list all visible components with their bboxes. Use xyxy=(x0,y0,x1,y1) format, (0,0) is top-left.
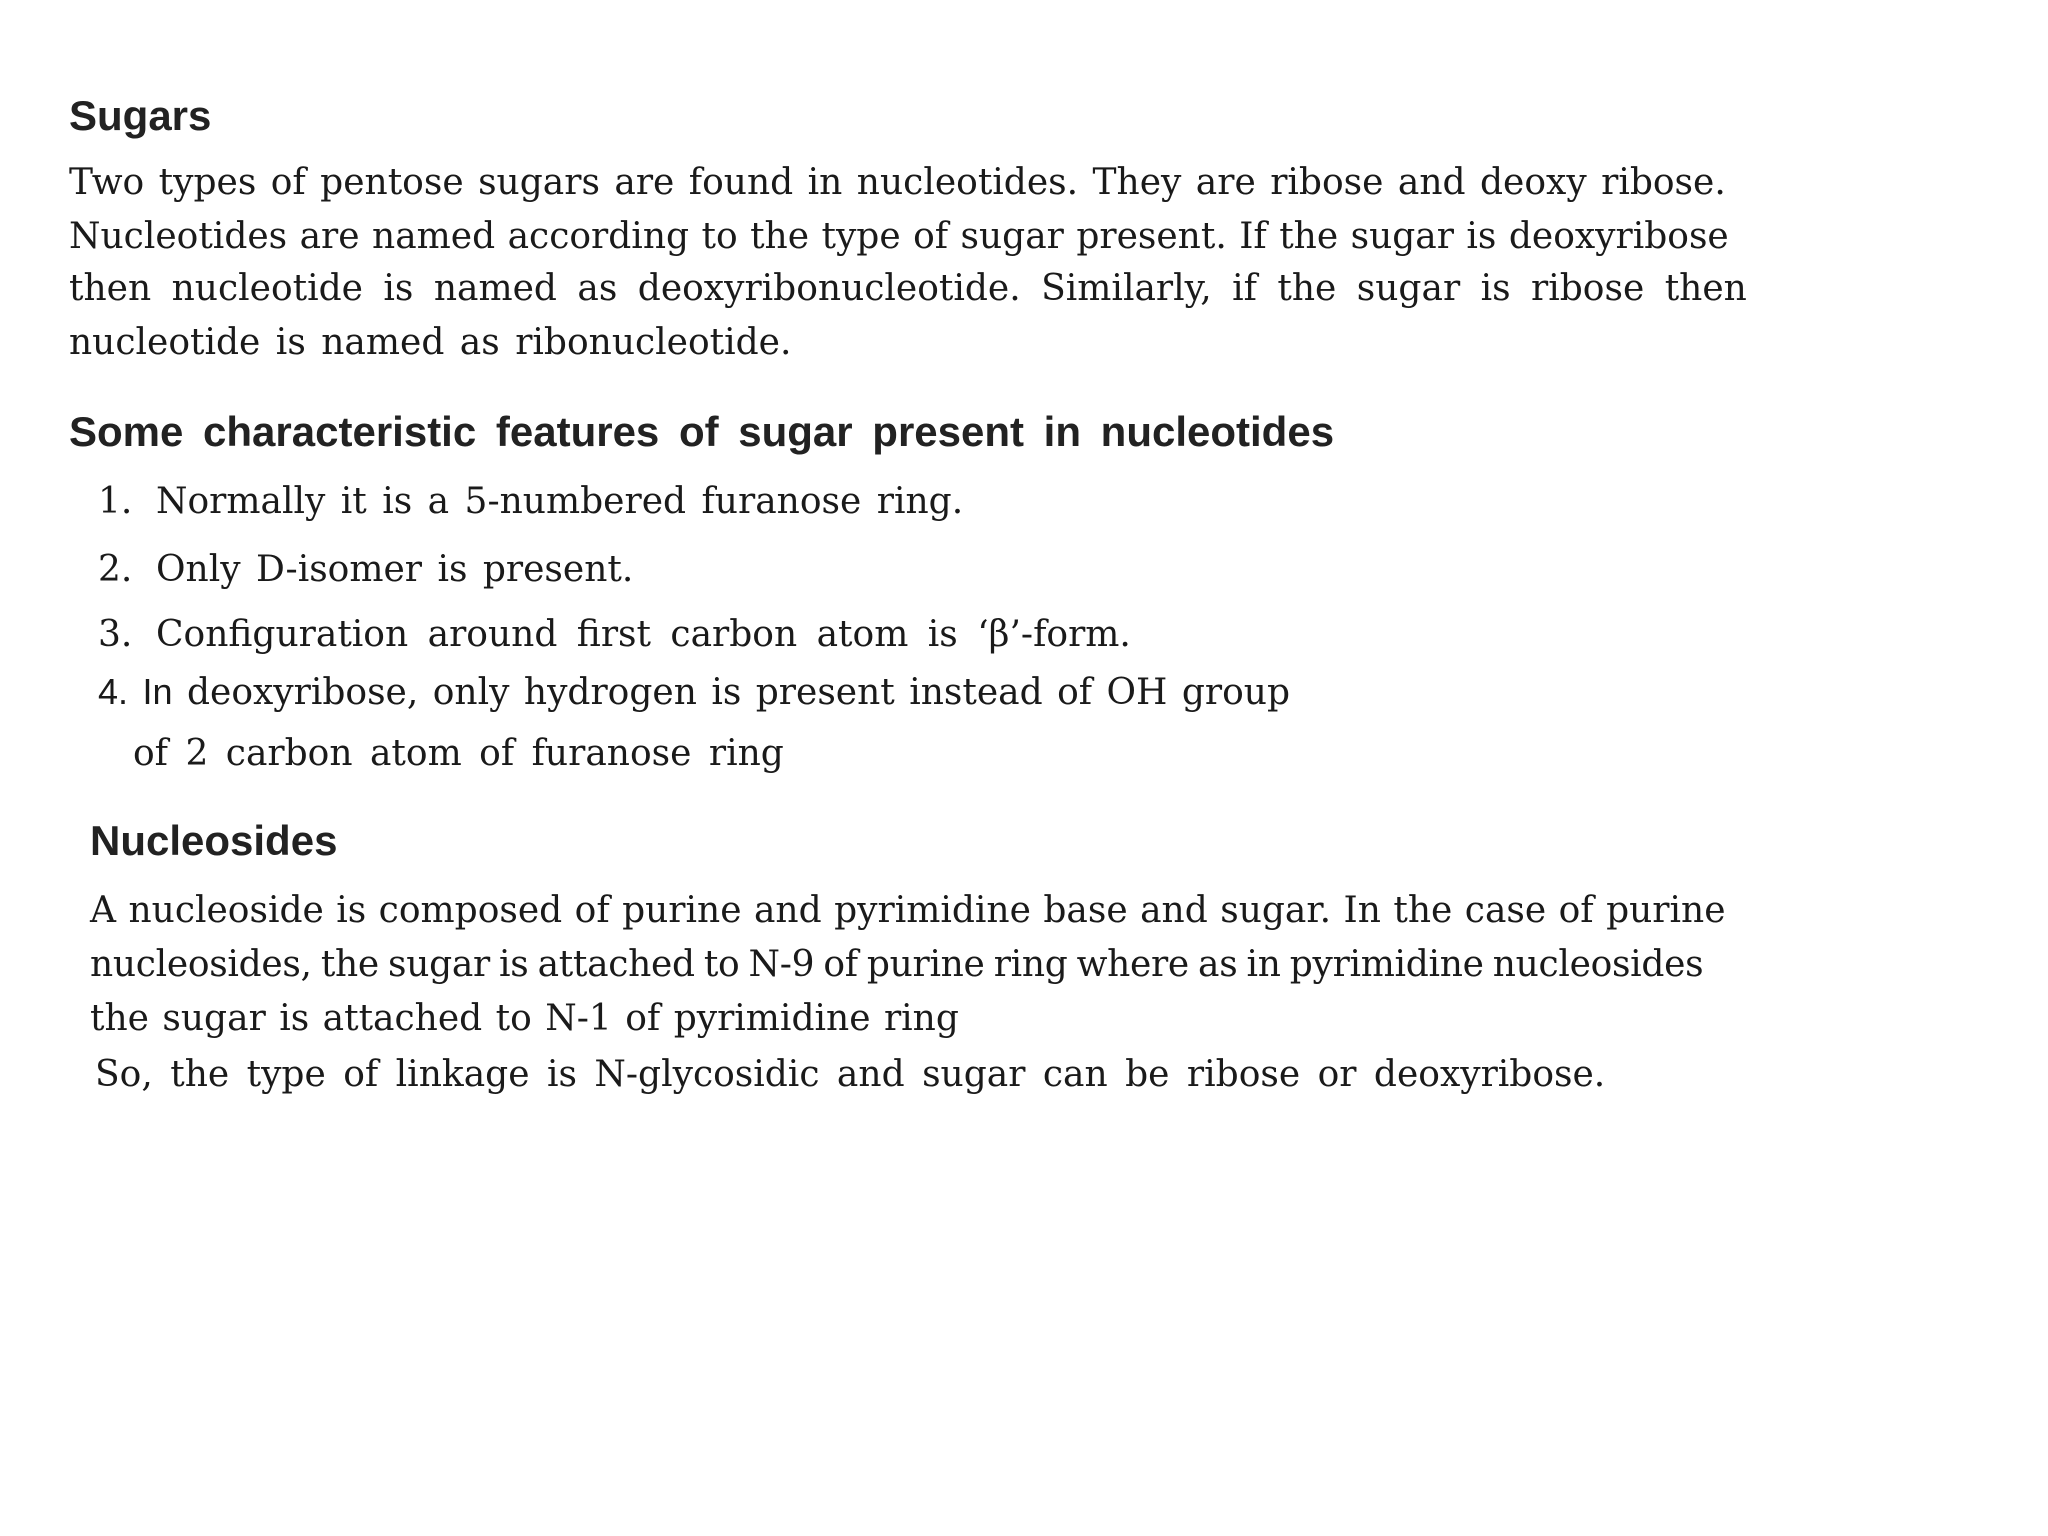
nucleosides-paragraph-line-1: A nucleoside is composed of purine and pyrimidine base and sugar. In the case of purine xyxy=(90,890,1726,931)
sugars-paragraph-line-4: nucleotide is named as ribonucleotide. xyxy=(69,322,792,363)
nucleosides-closing-line: So, the type of linkage is N-glycosidic and sugar can be ribose or deoxyribose. xyxy=(95,1054,1606,1095)
features-heading: Some characteristic features of sugar present in nucleotides xyxy=(69,408,1335,455)
sugars-paragraph-line-3: then nucleotide is named as deoxyribonucleotide. Similarly, if the sugar is ribose then xyxy=(69,268,1747,309)
feature-item-text: deoxyribose, only hydrogen is present instead of OH group xyxy=(186,672,1291,713)
feature-item-4-continuation: of 2 carbon atom of furanose ring xyxy=(133,733,784,774)
sugars-paragraph-line-2: Nucleotides are named according to the type of sugar present. If the sugar is deoxyribose xyxy=(69,216,1729,257)
feature-item-number: 2. xyxy=(98,549,133,590)
feature-item-number: 4. xyxy=(98,671,129,712)
feature-item-1 xyxy=(98,481,963,522)
feature-item-text: Normally it is a 5-numbered furanose ring. xyxy=(156,481,964,522)
feature-item-number: 3. xyxy=(98,614,133,655)
feature-item-lead: In xyxy=(142,671,173,712)
feature-item-3 xyxy=(98,614,1131,655)
sugars-heading: Sugars xyxy=(69,92,212,139)
feature-item-4 xyxy=(98,671,1290,713)
feature-item-2 xyxy=(98,549,633,590)
sugars-paragraph-line-1: Two types of pentose sugars are found in nucleotides. They are ribose and deoxy ribose. xyxy=(69,162,1726,203)
feature-item-number: 1. xyxy=(98,481,133,522)
nucleosides-paragraph-line-2: nucleosides, the sugar is attached to N-9 of purine ring where as in pyrimidine nucleosides xyxy=(90,944,1704,985)
feature-item-text: Configuration around first carbon atom is ‘β’-form. xyxy=(156,614,1131,655)
feature-item-text: Only D-isomer is present. xyxy=(156,549,634,590)
nucleosides-heading: Nucleosides xyxy=(90,817,338,864)
nucleosides-paragraph-line-3: the sugar is attached to N-1 of pyrimidine ring xyxy=(90,998,959,1039)
